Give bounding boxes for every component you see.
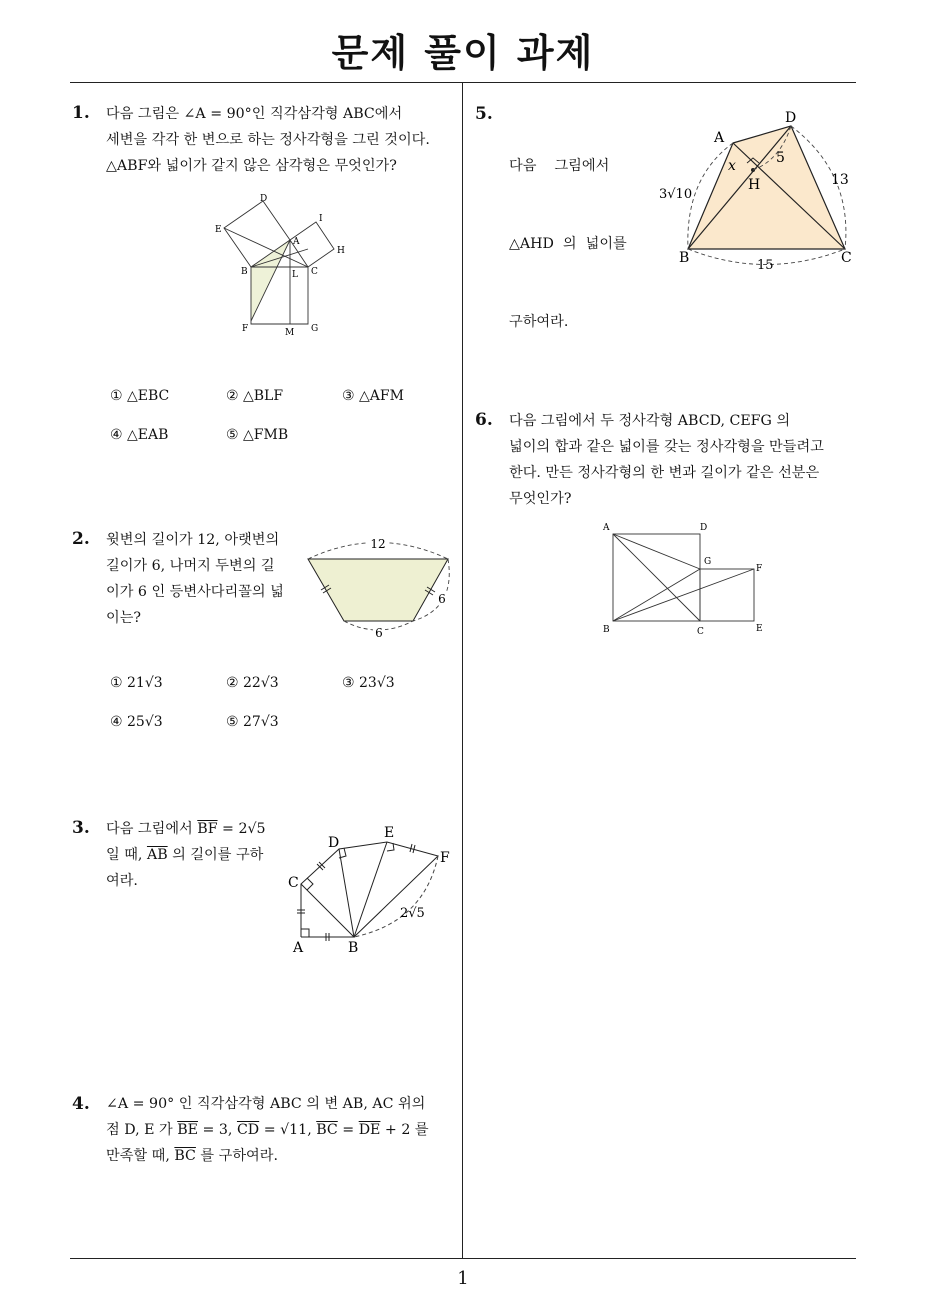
text-run: = 3, <box>197 1122 237 1138</box>
label-f: F <box>242 324 249 334</box>
label-b: B <box>348 940 359 956</box>
square-cefg <box>700 569 754 621</box>
text-run: = 2√5 <box>217 821 266 837</box>
problem-6-line: 넓이의 합과 같은 넓이를 갖는 정사각형을 만들려고 <box>509 439 824 455</box>
segment-ab: $\overline{AB}$ <box>146 847 168 863</box>
problem-6-line: 다음 그림에서 두 정사각형 ABCD, CEFG 의 <box>509 413 791 429</box>
label-f: F <box>440 850 450 866</box>
problem-1-text <box>106 101 430 179</box>
label-d: D <box>785 110 797 126</box>
problem-2-line: 이는? <box>106 610 142 626</box>
label-h: H <box>337 246 345 256</box>
text-run: 를 구하여라. <box>195 1148 278 1164</box>
page-title: 문제 풀이 과제 <box>331 31 595 75</box>
problem-1-choice-2: ② △BLF <box>226 388 284 404</box>
label-h: H <box>748 177 761 193</box>
problem-3-line <box>106 816 266 842</box>
label-15: 15 <box>757 258 774 273</box>
problem-4-line: ∠A = 90° 인 직각삼각형 ABC 의 변 AB, AC 위의 <box>106 1096 426 1112</box>
problem-2-line: 이가 6 인 등변사다리꼴의 넓 <box>106 584 284 600</box>
text-run: + 2 를 <box>380 1122 429 1138</box>
problem-1-line: 세변을 각각 한 변으로 하는 정사각형을 그린 것이다. <box>106 132 430 148</box>
label-m: M <box>285 328 295 338</box>
problem-5-line: 구하여라. <box>509 314 569 330</box>
problem-1-choice-4: ④ △EAB <box>110 427 169 443</box>
label-c: C <box>841 250 852 266</box>
segment-bc: $\overline{BC}$ <box>316 1122 338 1138</box>
text-run: = √11, <box>259 1122 317 1138</box>
text-run: = <box>337 1122 359 1138</box>
label-d: D <box>260 194 268 204</box>
segment-bf: $\overline{BF}$ <box>197 821 218 837</box>
problem-2-line: 윗변의 길이가 12, 아랫변의 <box>106 532 280 548</box>
problem-5-line: 다음 그림에서 <box>509 158 610 174</box>
text-run: 일 때, <box>106 847 147 863</box>
problem-6-line: 무엇인가? <box>509 491 572 507</box>
problem-1-line: △ABF와 넓이가 같지 않은 삼각형은 무엇인가? <box>106 158 397 174</box>
column-divider <box>462 83 463 1259</box>
problem-4-text <box>106 1091 429 1169</box>
problem-1-choice-1: ① △EBC <box>110 388 170 404</box>
problem-4-line <box>106 1143 429 1169</box>
bottom-rule <box>70 1258 856 1259</box>
label-bf-length: 2√5 <box>400 906 425 921</box>
label-x: x <box>728 158 736 174</box>
problem-2-choice-5: ⑤ 27√3 <box>226 714 279 730</box>
problem-1-choice-5: ⑤ △FMB <box>226 427 289 443</box>
top-rule <box>70 82 856 83</box>
right-angle-a <box>301 929 309 937</box>
label-bottom: 6 <box>375 626 383 640</box>
trapezoid <box>308 559 448 621</box>
problem-2-choice-2: ② 22√3 <box>226 675 279 691</box>
segment-bf <box>613 569 754 621</box>
label-b: B <box>679 250 690 266</box>
label-e: E <box>756 624 763 634</box>
problem-6-text <box>509 408 824 512</box>
problem-4-line <box>106 1117 429 1143</box>
label-13: 13 <box>831 172 849 188</box>
problem-3-line <box>106 842 266 868</box>
problem-5-text <box>509 101 627 361</box>
segment-ac <box>613 534 700 621</box>
label-5: 5 <box>776 150 785 166</box>
segment-bc: $\overline{BC}$ <box>174 1148 196 1164</box>
segment-eb <box>354 842 387 937</box>
label-f: F <box>756 564 763 574</box>
segment-bg <box>613 569 700 621</box>
problem-1-number: 1. <box>72 103 90 123</box>
label-b: B <box>603 625 610 635</box>
problem-2-choice-3: ③ 23√3 <box>342 675 395 691</box>
text-run: 의 길이를 구하 <box>167 847 264 863</box>
label-e: E <box>215 225 222 235</box>
outer-polygon <box>301 842 438 937</box>
segment-be: $\overline{BE}$ <box>177 1122 198 1138</box>
label-a: A <box>293 940 304 956</box>
problem-2-choice-4: ④ 25√3 <box>110 714 163 730</box>
segment-ag <box>613 534 700 569</box>
label-3root10: 3√10 <box>659 187 693 202</box>
page-number: 1 <box>457 1268 469 1289</box>
label-d: D <box>700 523 708 533</box>
problem-6-number: 6. <box>475 410 493 430</box>
text-run: 점 D, E 가 <box>106 1122 178 1138</box>
shaded-quadrilateral <box>688 126 845 249</box>
problem-2-line: 길이가 6, 나머지 두변의 길 <box>106 558 275 574</box>
label-l: L <box>292 270 298 280</box>
segment-cd: $\overline{CD}$ <box>236 1122 260 1138</box>
label-a: A <box>293 237 300 247</box>
label-g: G <box>704 557 712 567</box>
label-a: A <box>603 523 610 533</box>
problem-6-figure <box>598 516 773 640</box>
problem-2-figure <box>300 532 460 644</box>
problem-3-line: 여라. <box>106 873 138 889</box>
problem-1-choice-3: ③ △AFM <box>342 388 404 404</box>
text-run: 만족할 때, <box>106 1148 175 1164</box>
problem-5-figure <box>655 108 855 273</box>
problem-1-figure <box>205 188 355 340</box>
label-d: D <box>328 835 340 851</box>
problem-4-number: 4. <box>72 1094 90 1114</box>
segment-de: $\overline{DE}$ <box>358 1122 381 1138</box>
label-i: I <box>319 214 323 224</box>
problem-5-number: 5. <box>475 104 493 124</box>
label-c: C <box>288 875 299 891</box>
problem-6-line: 한다. 만든 정사각형의 한 변과 길이가 같은 선분은 <box>509 465 820 481</box>
problem-2-number: 2. <box>72 529 90 549</box>
label-c: C <box>697 627 704 637</box>
label-a: A <box>714 130 725 146</box>
problem-2-text <box>106 527 284 631</box>
label-right: 6 <box>438 592 446 606</box>
label-e: E <box>384 825 395 841</box>
right-angle-c <box>307 878 313 890</box>
label-b: B <box>241 267 248 277</box>
problem-1-line: 다음 그림은 ∠A = 90°인 직각삼각형 ABC에서 <box>106 106 403 122</box>
text-run: 다음 그림에서 <box>106 821 198 837</box>
problem-3-text <box>106 816 266 894</box>
label-c: C <box>311 267 318 277</box>
problem-3-number: 3. <box>72 818 90 838</box>
label-g: G <box>311 324 319 334</box>
problem-3-figure <box>284 822 456 958</box>
right-angle-e <box>387 843 394 851</box>
problem-2-choice-1: ① 21√3 <box>110 675 163 691</box>
problem-5-line: △AHD 의 넓이를 <box>509 236 627 252</box>
label-top: 12 <box>370 537 386 551</box>
